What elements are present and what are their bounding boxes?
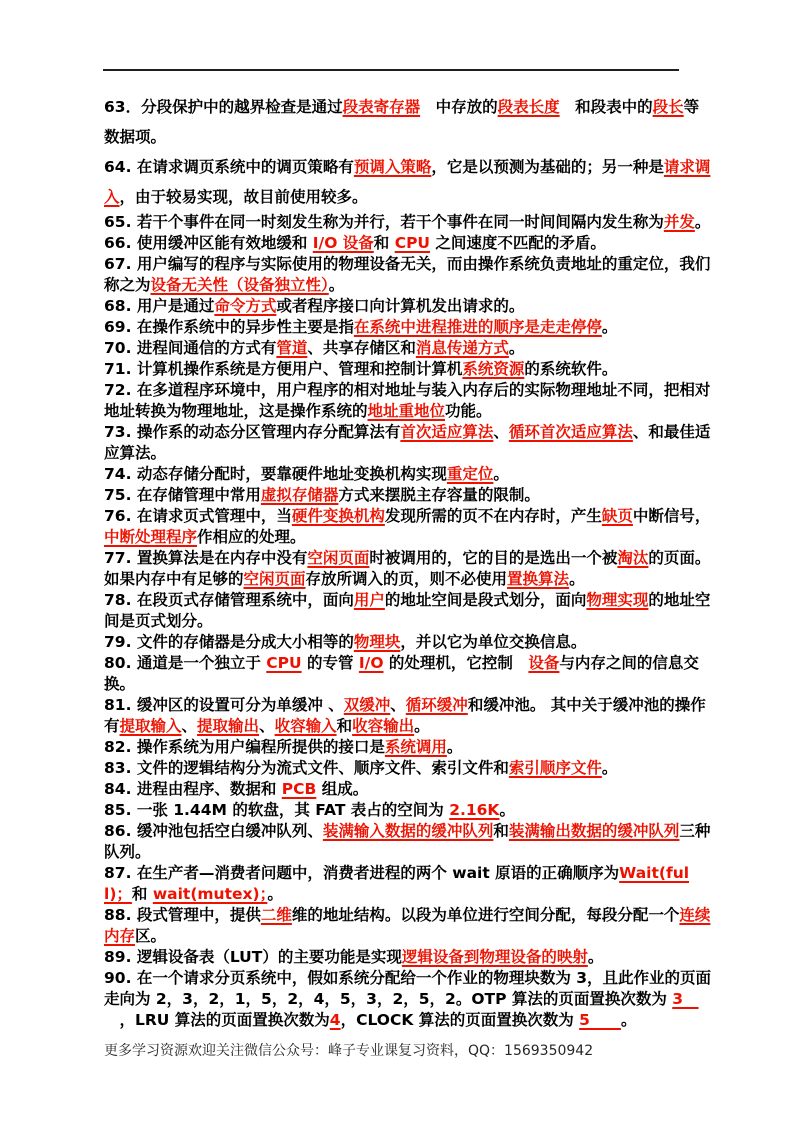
question-text: 的处理机，它控制 bbox=[383, 654, 529, 672]
question-text: 的专管 bbox=[301, 654, 359, 672]
question-text: 71. 计算机操作系统是方便用户、管理和控制计算机 bbox=[104, 360, 463, 378]
answer-blank: 空闲页面 bbox=[307, 549, 370, 567]
question-text: 中存放的 bbox=[420, 98, 498, 116]
question-text: 64. 在请求调页系统中的调页策略有 bbox=[104, 158, 354, 176]
question-item bbox=[104, 317, 712, 338]
question-text: 63．分段保护中的越界检查是通过 bbox=[104, 98, 343, 116]
question-item bbox=[104, 380, 712, 422]
question-item bbox=[104, 296, 712, 317]
answer-blank: 收容输入 bbox=[274, 717, 337, 735]
question-item bbox=[104, 152, 712, 212]
question-text: 。 bbox=[508, 339, 525, 357]
question-text: ，由于较易实现，故目前使用较多。 bbox=[119, 188, 368, 206]
question-text: ，并以它为单位交换信息。 bbox=[400, 633, 587, 651]
question-text: 、 bbox=[259, 717, 275, 735]
question-item bbox=[104, 737, 712, 758]
question-text: 之间速度不匹配的矛盾。 bbox=[430, 234, 606, 252]
answer-blank: 提取输入 bbox=[119, 717, 182, 735]
answer-blank: 3 bbox=[672, 990, 699, 1008]
question-item bbox=[104, 779, 712, 800]
question-item bbox=[104, 632, 712, 653]
answer-blank: 提取输出 bbox=[197, 717, 260, 735]
answer-blank: 循环缓冲 bbox=[405, 696, 468, 714]
answer-blank: 硬件变换机构 bbox=[291, 507, 385, 525]
question-text: 功能。 bbox=[445, 402, 492, 420]
question-item bbox=[104, 947, 712, 968]
question-text: 73. 操作系的动态分区管理内存分配算法有 bbox=[104, 423, 401, 441]
question-text: 68. 用户是通过 bbox=[104, 297, 215, 315]
question-text: 84. 进程由程序、数据和 bbox=[104, 780, 282, 798]
question-text: 的地址空间是页式划分。 bbox=[104, 591, 711, 630]
question-item bbox=[104, 695, 712, 737]
question-text: 69. 在操作系统中的异步性主要是指 bbox=[104, 318, 354, 336]
question-text: 79. 文件的存储器是分成大小相等的 bbox=[104, 633, 354, 651]
answer-blank: 置换算法 bbox=[507, 570, 570, 588]
answer-blank: 段表寄存器 bbox=[342, 98, 421, 116]
question-text: 72. 在多道程序环境中，用户程序的相对地址与装入内存后的实际物理地址不同，把相对地址转换为物理地址，这是操作系统的 bbox=[104, 381, 711, 420]
question-text: 。 bbox=[601, 759, 618, 777]
answer-blank: 逻辑设备到物理设备的映射 bbox=[401, 948, 588, 966]
question-text: 78. 在段页式存储管理系统中，面向 bbox=[104, 591, 354, 609]
answer-blank: 地址重地位 bbox=[367, 402, 446, 420]
question-text: 的地址空间是段式划分，面向 bbox=[384, 591, 587, 609]
question-text: 74. 动态存储分配时，要靠硬件地址变换机构实现 bbox=[104, 465, 447, 483]
question-text: 时被调用的，它的目的是选出一个被 bbox=[369, 549, 618, 567]
question-item bbox=[104, 653, 712, 695]
answer-blank: 空闲页面 bbox=[243, 570, 306, 588]
answer-blank: 重定位 bbox=[446, 465, 494, 483]
question-item bbox=[104, 758, 712, 779]
question-text: 、 bbox=[181, 717, 198, 735]
question-item bbox=[104, 968, 712, 1031]
answer-blank: 4 bbox=[329, 1011, 341, 1029]
answer-blank: 消息传递方式 bbox=[415, 339, 509, 357]
answer-blank: 系统调用 bbox=[384, 738, 447, 756]
question-item bbox=[104, 254, 712, 296]
question-text: 。 bbox=[587, 948, 604, 966]
question-text: 。 bbox=[620, 1011, 637, 1029]
question-item bbox=[104, 506, 712, 548]
question-item bbox=[104, 422, 712, 464]
answer-blank: 连续内存 bbox=[104, 906, 711, 945]
question-text: 。 bbox=[328, 276, 345, 294]
question-text: 76. 在请求页式管理中，当 bbox=[104, 507, 292, 525]
question-text: 86. 缓冲池包括空白缓冲队列、 bbox=[104, 822, 323, 840]
question-item bbox=[104, 821, 712, 863]
question-item bbox=[104, 92, 712, 152]
question-item bbox=[104, 590, 712, 632]
answer-blank: 2.16K bbox=[449, 801, 500, 819]
answer-blank: 命令方式 bbox=[214, 297, 277, 315]
answer-blank: wait(mutex)； bbox=[152, 885, 268, 903]
question-item bbox=[104, 800, 712, 821]
answer-blank: 双缓冲 bbox=[343, 696, 391, 714]
question-text: 85. 一张 1.44M 的软盘，其 FAT 表占的空间为 bbox=[104, 801, 450, 819]
question-text: 与内存之间的信息交换。 bbox=[104, 654, 699, 693]
answer-blank: 二维 bbox=[260, 906, 292, 924]
question-item bbox=[104, 905, 712, 947]
question-text: 67. 用户编写的程序与实际使用的物理设备无关，而由操作系统负责地址的重定位，我们称之为 bbox=[104, 255, 711, 294]
question-text: 方式来摆脱主存容量的限制。 bbox=[338, 486, 540, 504]
question-list bbox=[104, 92, 712, 1031]
question-text: 发现所需的页不在内存时，产生 bbox=[384, 507, 602, 525]
answer-blank: CPU bbox=[266, 654, 302, 672]
question-text: 88. 段式管理中，提供 bbox=[104, 906, 261, 924]
question-text: 中断信号， bbox=[632, 507, 711, 525]
question-text: 。 bbox=[694, 213, 711, 231]
question-text: 。 bbox=[493, 465, 509, 483]
question-text: 66. 使用缓冲区能有效地缓和 bbox=[104, 234, 313, 252]
answer-blank: 物理实现 bbox=[586, 591, 649, 609]
question-text: 、 bbox=[493, 423, 509, 441]
answer-blank: 5 bbox=[579, 1011, 621, 1029]
question-text: 和段表中的 bbox=[559, 98, 653, 116]
answer-blank: 用户 bbox=[353, 591, 385, 609]
answer-blank: 系统资源 bbox=[462, 360, 525, 378]
question-text: 81. 缓冲区的设置可分为单缓冲 、 bbox=[104, 696, 344, 714]
question-text: 。 bbox=[446, 738, 463, 756]
question-text: 。 bbox=[569, 570, 585, 588]
question-item bbox=[104, 212, 712, 233]
question-text: 75. 在存储管理中常用 bbox=[104, 486, 261, 504]
question-text: 存放所调入的页，则不必使用 bbox=[305, 570, 508, 588]
answer-blank: CPU bbox=[394, 234, 431, 252]
question-text: 区。 bbox=[135, 927, 167, 945]
question-text: 和缓冲池。 其中关于缓冲池的操作有 bbox=[104, 696, 706, 735]
question-text: ，LRU 算法的页面置换次数为 bbox=[104, 1011, 330, 1029]
question-text: 。 bbox=[499, 801, 515, 819]
answer-blank: 收容输出 bbox=[352, 717, 415, 735]
question-text: 、共享存储区和 bbox=[307, 339, 416, 357]
answer-blank: 预调入策略 bbox=[353, 158, 432, 176]
question-text: 80. 通道是一个独立于 bbox=[104, 654, 267, 672]
question-text: 作相应的处理。 bbox=[197, 528, 306, 546]
question-text: 89. 逻辑设备表（LUT）的主要功能是实现 bbox=[104, 948, 402, 966]
question-item bbox=[104, 485, 712, 506]
question-text: 65. 若干个事件在同一时刻发生称为并行，若干个事件在同一时间间隔内发生称为 bbox=[104, 213, 664, 231]
footer-note: 更多学习资源欢迎关注微信公众号：峰子专业课复习资料，QQ：1569350942 bbox=[104, 1043, 594, 1059]
answer-blank: 段表长度 bbox=[497, 98, 560, 116]
answer-blank: 设备无关性（设备独立性） bbox=[150, 276, 329, 294]
answer-blank: 段长 bbox=[652, 98, 684, 116]
question-text: ，它是以预测为基础的；另一种是 bbox=[431, 158, 664, 176]
question-text: 87. 在生产者—消费者问题中，消费者进程的两个 wait 原语的正确顺序为 bbox=[104, 864, 620, 882]
question-text: 。 bbox=[601, 318, 618, 336]
answer-blank: 管道 bbox=[276, 339, 308, 357]
answer-blank: 并发 bbox=[663, 213, 695, 231]
question-text: 82. 操作系统为用户编程所提供的接口是 bbox=[104, 738, 385, 756]
question-item bbox=[104, 233, 712, 254]
question-text: 90. 在一个请求分页系统中，假如系统分配给一个作业的物理块数为 3，且此作业的页面走向为 2，3，2，1，5，2，4，5，3，2，5，2。OTP 算法的页面置换次数为 bbox=[104, 969, 712, 1008]
question-text: 三种队列。 bbox=[104, 822, 711, 861]
question-text: 维的地址结构。以段为单位进行空间分配，每段分配一个 bbox=[291, 906, 680, 924]
answer-blank: 索引顺序文件 bbox=[508, 759, 602, 777]
answer-blank: 物理块 bbox=[353, 633, 401, 651]
answer-blank: I/O 设备 bbox=[312, 234, 374, 252]
question-text: 、和最佳适应算法。 bbox=[104, 423, 711, 462]
question-text: 、 bbox=[390, 696, 406, 714]
answer-blank: Wait(full)； bbox=[104, 864, 690, 903]
question-text: 77. 置换算法是在内存中没有 bbox=[104, 549, 308, 567]
answer-blank: 装满输入数据的缓冲队列 bbox=[322, 822, 494, 840]
question-text: 的系统软件。 bbox=[524, 360, 618, 378]
question-text: 组成。 bbox=[316, 780, 369, 798]
question-text: 。 bbox=[414, 717, 430, 735]
answer-blank: PCB bbox=[281, 780, 317, 798]
answer-blank: 在系统中进程推进的顺序是走走停停 bbox=[353, 318, 602, 336]
answer-blank: I/O bbox=[358, 654, 384, 672]
answer-blank: 缺页 bbox=[601, 507, 633, 525]
answer-blank: 设备 bbox=[528, 654, 560, 672]
question-text: 和 bbox=[131, 885, 153, 903]
answer-blank: 请求调入 bbox=[104, 158, 711, 206]
question-item bbox=[104, 548, 712, 590]
question-text: 和 bbox=[336, 717, 353, 735]
question-item bbox=[104, 863, 712, 905]
question-text: 83. 文件的逻辑结构分为流式文件、顺序文件、索引文件和 bbox=[104, 759, 509, 777]
question-item bbox=[104, 338, 712, 359]
question-text: 和 bbox=[373, 234, 395, 252]
answer-blank: 虚拟存储器 bbox=[260, 486, 339, 504]
header-horizontal-rule bbox=[103, 69, 679, 71]
answer-blank: 首次适应算法 bbox=[400, 423, 494, 441]
answer-blank: 装满输出数据的缓冲队列 bbox=[508, 822, 680, 840]
question-text: 70. 进程间通信的方式有 bbox=[104, 339, 277, 357]
answer-blank: 淘汰 bbox=[617, 549, 649, 567]
question-item bbox=[104, 359, 712, 380]
question-text: 或者程序接口向计算机发出请求的。 bbox=[276, 297, 525, 315]
question-text: 和 bbox=[493, 822, 509, 840]
question-text: 的页面。如果内存中有足够的 bbox=[104, 549, 711, 588]
question-text: ，CLOCK 算法的页面置换次数为 bbox=[340, 1011, 580, 1029]
answer-blank: 中断处理程序 bbox=[104, 528, 198, 546]
question-item bbox=[104, 464, 712, 485]
answer-blank: 循环首次适应算法 bbox=[508, 423, 633, 441]
question-text: 等数据项。 bbox=[104, 98, 700, 146]
question-text: 。 bbox=[267, 885, 283, 903]
